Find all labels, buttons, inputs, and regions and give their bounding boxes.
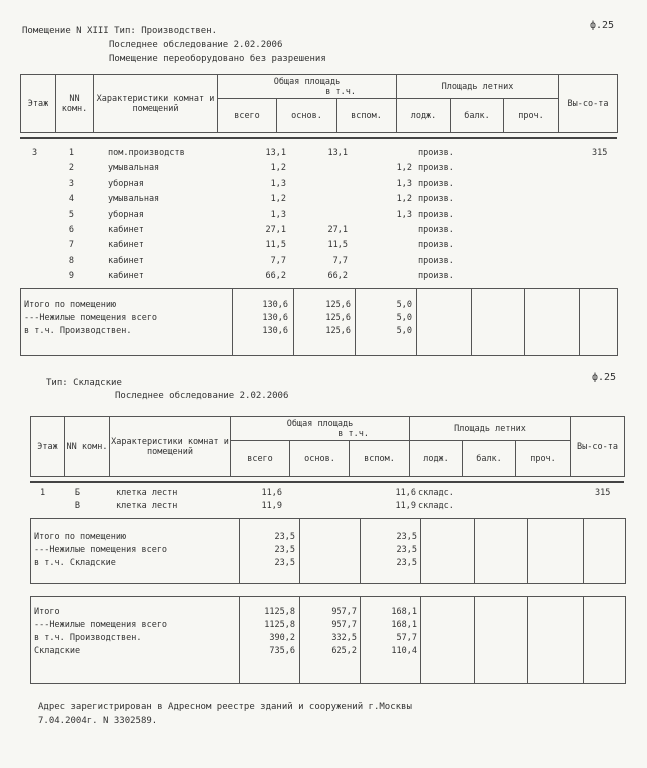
aux-cell: 1,2 bbox=[396, 194, 412, 205]
total-cell: 13,1 bbox=[265, 148, 286, 158]
description-cell: умывальная bbox=[108, 194, 160, 205]
room-no-cell: 5 bbox=[68, 209, 74, 220]
room-no-cell: 4 bbox=[68, 194, 74, 205]
description-cell: клетка лестн bbox=[116, 501, 178, 511]
table-row bbox=[0, 209, 647, 221]
type-cell: произв. bbox=[418, 209, 454, 220]
floor-cell: 3 bbox=[32, 148, 38, 158]
sheet2-header-line1: Тип: Складские bbox=[46, 378, 122, 388]
totals-total: 23,5 bbox=[274, 558, 295, 568]
col-total-header: всего bbox=[218, 99, 277, 133]
col-description-header: Характеристики комнат и помещений bbox=[94, 75, 218, 133]
main-cell: 13,1 bbox=[327, 148, 348, 158]
description-cell: кабинет bbox=[108, 271, 144, 282]
room-no-cell: 7 bbox=[68, 240, 74, 251]
totals-label: Итого по помещению bbox=[34, 532, 127, 542]
totals-total: 23,5 bbox=[274, 532, 295, 542]
totals-aux: 23,5 bbox=[396, 545, 417, 555]
totals-aux: 168,1 bbox=[391, 620, 417, 630]
col-loggia-header: лодж. bbox=[397, 99, 451, 133]
sheet1-header-line2: Последнее обследование 2.02.2006 bbox=[109, 40, 283, 50]
totals-row bbox=[0, 632, 647, 644]
room-no-cell: Б bbox=[74, 488, 80, 498]
col-description-header: Характеристики комнат и помещений bbox=[110, 417, 231, 477]
totals-main: 957,7 bbox=[331, 620, 357, 630]
table-row bbox=[0, 255, 647, 267]
col-balcony-header: балк. bbox=[451, 99, 504, 133]
main-cell: 66,2 bbox=[327, 271, 348, 282]
totals-label: в т.ч. Складские bbox=[34, 558, 116, 568]
totals-total: 130,6 bbox=[262, 326, 288, 336]
total-cell: 7,7 bbox=[270, 255, 286, 266]
totals-total: 130,6 bbox=[262, 313, 288, 323]
table-row bbox=[0, 270, 647, 282]
type-cell: произв. bbox=[418, 178, 454, 189]
main-cell: 7,7 bbox=[332, 255, 348, 266]
col-room-no-header: NN комн. bbox=[56, 75, 94, 133]
totals-main: 125,6 bbox=[325, 313, 351, 323]
type-cell: произв. bbox=[418, 240, 454, 251]
total-cell: 66,2 bbox=[265, 271, 286, 282]
col-total-area-header bbox=[218, 75, 397, 99]
col-main-header: основ. bbox=[277, 99, 337, 133]
totals-aux: 5,0 bbox=[396, 326, 412, 336]
col-other-header: проч. bbox=[504, 99, 559, 133]
col-balcony-header: балк. bbox=[463, 441, 516, 477]
totals-row bbox=[0, 619, 647, 631]
col-total-area-header bbox=[231, 417, 410, 441]
type-cell: складс. bbox=[418, 488, 454, 498]
totals-row bbox=[0, 645, 647, 657]
sheet2-page-number: ф.25 bbox=[592, 372, 617, 383]
totals-aux: 23,5 bbox=[396, 558, 417, 568]
totals-total: 130,6 bbox=[262, 300, 288, 310]
col-other-header: проч. bbox=[516, 441, 571, 477]
description-cell: уборная bbox=[108, 178, 144, 189]
height-cell: 315 bbox=[595, 488, 611, 498]
totals-total: 1125,8 bbox=[264, 620, 295, 630]
totals-label: Складские bbox=[34, 646, 81, 656]
totals-row bbox=[0, 544, 647, 556]
totals-label: в т.ч. Производствен. bbox=[24, 326, 132, 336]
total-cell: 1,2 bbox=[270, 163, 286, 174]
col-summer-area-header: Площадь летних bbox=[410, 417, 571, 441]
type-cell: произв. bbox=[418, 163, 454, 174]
footer-line2: 7.04.2004г. N 3302589. bbox=[38, 716, 158, 726]
sheet1-page-number: ф.25 bbox=[590, 20, 615, 31]
totals-total: 1125,8 bbox=[264, 607, 295, 617]
type-cell: произв. bbox=[418, 271, 454, 282]
main-cell: 27,1 bbox=[327, 225, 348, 235]
description-cell: клетка лестн bbox=[116, 488, 178, 498]
description-cell: кабинет bbox=[108, 225, 144, 235]
totals-row bbox=[0, 531, 647, 543]
table-row bbox=[0, 193, 647, 205]
totals-label: Итого по помещению bbox=[24, 300, 117, 310]
main-cell: 11,5 bbox=[327, 240, 348, 251]
totals-total: 23,5 bbox=[274, 545, 295, 555]
sheet2-header-table bbox=[30, 416, 625, 477]
col-aux-header: вспом. bbox=[350, 441, 410, 477]
col-loggia-header: лодж. bbox=[410, 441, 463, 477]
sheet1-header-line1: Помещение N XIII Тип: Производствен. bbox=[22, 26, 218, 36]
total-cell: 1,2 bbox=[270, 194, 286, 205]
aux-cell: 11,9 bbox=[395, 501, 416, 511]
footer-line1: Адрес зарегистрирован в Адресном реестре зданий и сооружений г.Москвы bbox=[38, 702, 412, 712]
total-area-label: Общая площадь bbox=[273, 76, 341, 87]
totals-row bbox=[0, 557, 647, 569]
total-cell: 27,1 bbox=[265, 225, 286, 235]
description-cell: уборная bbox=[108, 209, 144, 220]
col-main-header: основ. bbox=[290, 441, 350, 477]
col-summer-area-header: Площадь летних bbox=[397, 75, 559, 99]
room-no-cell: 3 bbox=[68, 178, 74, 189]
col-total-header: всего bbox=[231, 441, 290, 477]
sheet1-header-rule bbox=[20, 137, 617, 139]
height-cell: 315 bbox=[592, 148, 608, 158]
description-cell: кабинет bbox=[108, 255, 144, 266]
type-cell: произв. bbox=[418, 225, 454, 235]
aux-cell: 1,3 bbox=[396, 209, 412, 220]
col-aux-header: вспом. bbox=[337, 99, 397, 133]
room-no-cell: В bbox=[74, 501, 80, 511]
aux-cell: 11,6 bbox=[395, 488, 416, 498]
col-height-header: Вы-со-та bbox=[559, 75, 618, 133]
totals-label: Итого bbox=[34, 607, 60, 617]
totals-label: ---Нежилые помещения всего bbox=[34, 545, 168, 555]
sheet2-header-line2: Последнее обследование 2.02.2006 bbox=[115, 391, 289, 401]
totals-row bbox=[0, 312, 647, 324]
total-cell: 11,6 bbox=[261, 488, 282, 498]
incl-label: в т.ч. bbox=[325, 86, 356, 97]
type-cell: произв. bbox=[418, 148, 454, 158]
totals-main: 625,2 bbox=[331, 646, 357, 656]
sheet2-header-rule bbox=[30, 481, 624, 483]
totals-aux: 57,7 bbox=[396, 633, 417, 643]
col-floor-header: Этаж bbox=[31, 417, 65, 477]
totals-total: 735,6 bbox=[269, 646, 295, 656]
totals-row bbox=[0, 606, 647, 618]
room-no-cell: 9 bbox=[68, 271, 74, 282]
totals-main: 957,7 bbox=[331, 607, 357, 617]
table-row bbox=[0, 162, 647, 174]
aux-cell: 1,3 bbox=[396, 178, 412, 189]
table-row bbox=[0, 487, 647, 499]
col-height-header: Вы-со-та bbox=[571, 417, 625, 477]
totals-aux: 5,0 bbox=[396, 300, 412, 310]
totals-main: 125,6 bbox=[325, 326, 351, 336]
table-row bbox=[0, 178, 647, 190]
floor-cell: 1 bbox=[40, 488, 46, 498]
table-row bbox=[0, 147, 647, 159]
sheet1-header-table bbox=[20, 74, 618, 133]
room-no-cell: 8 bbox=[68, 255, 74, 266]
totals-label: ---Нежилые помещения всего bbox=[24, 313, 158, 323]
col-floor-header: Этаж bbox=[21, 75, 56, 133]
type-cell: складс. bbox=[418, 501, 454, 511]
totals-aux: 110,4 bbox=[391, 646, 417, 656]
totals-row bbox=[0, 325, 647, 337]
description-cell: кабинет bbox=[108, 240, 144, 251]
sheet1-header-line3: Помещение переоборудовано без разрешения bbox=[109, 54, 326, 64]
total-cell: 1,3 bbox=[270, 209, 286, 220]
room-no-cell: 6 bbox=[68, 225, 74, 235]
description-cell: умывальная bbox=[108, 163, 160, 174]
aux-cell: 1,2 bbox=[396, 163, 412, 174]
type-cell: произв. bbox=[418, 255, 454, 266]
total-cell: 1,3 bbox=[270, 178, 286, 189]
incl-label: в т.ч. bbox=[338, 428, 369, 439]
totals-label: ---Нежилые помещения всего bbox=[34, 620, 168, 630]
totals-main: 332,5 bbox=[331, 633, 357, 643]
totals-total: 390,2 bbox=[269, 633, 295, 643]
totals-aux: 168,1 bbox=[391, 607, 417, 617]
totals-row bbox=[0, 299, 647, 311]
totals-label: в т.ч. Производствен. bbox=[34, 633, 142, 643]
room-no-cell: 2 bbox=[68, 163, 74, 174]
room-no-cell: 1 bbox=[68, 148, 74, 158]
col-room-no-header: NN комн. bbox=[65, 417, 110, 477]
totals-main: 125,6 bbox=[325, 300, 351, 310]
type-cell: произв. bbox=[418, 194, 454, 205]
table-row bbox=[0, 224, 647, 236]
totals-aux: 5,0 bbox=[396, 313, 412, 323]
total-cell: 11,5 bbox=[265, 240, 286, 251]
table-row bbox=[0, 239, 647, 251]
description-cell: пом.производств bbox=[108, 148, 185, 158]
total-area-label: Общая площадь bbox=[286, 418, 354, 429]
total-cell: 11,9 bbox=[261, 501, 282, 511]
table-row bbox=[0, 500, 647, 512]
totals-aux: 23,5 bbox=[396, 532, 417, 542]
